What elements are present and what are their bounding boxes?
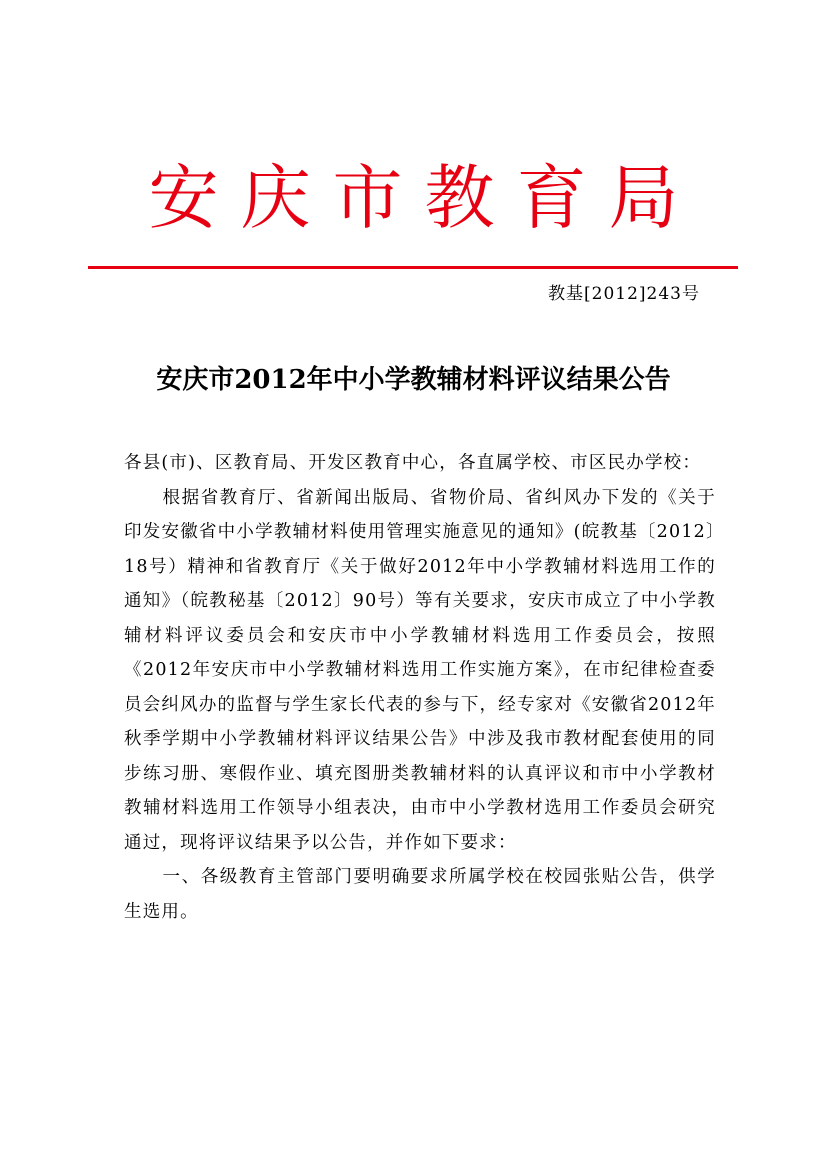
salutation: 各县(市)、区教育局、开发区教育中心，各直属学校、市区民办学校： — [124, 453, 702, 473]
paragraph-background: 根据省教育厅、省新闻出版局、省物价局、省纠风办下发的《关于印发安徽省中小学教辅材料使用管理实施意见的通知》(皖教基〔2012〕18号）精神和省教育厅《关于做好2012年中小学教辅材料选用工作的通知》（皖教秘基〔2012〕90号）等有关要求，安庆市成立了中小学教辅材料评议委员会和安庆市中小学教辅材料选用工作委员会，按照《2012年安庆市中小学教辅材料选用工作实施方案》，在市纪律检查委员会纠风办的监督与学生家长代表的参与下，经专家对《安徽省2012年秋季学期中小学教辅材料评议结果公告》中涉及我市教材配套使用的同步练习册、寒假作业、填充图册类教辅材料的认真评议和市中小学教材教辅材料选用工作领导小组表决，由市中小学教材选用工作委员会研究通过，现将评议结果予以公告，并作如下要求： — [124, 487, 716, 853]
document-title: 安庆市2012年中小学教辅材料评议结果公告 — [156, 365, 671, 395]
red-divider-line — [88, 266, 738, 269]
paragraph-requirement-1: 一、各级教育主管部门要明确要求所属学校在校园张贴公告，供学生选用。 — [124, 867, 716, 922]
document-body — [124, 446, 716, 929]
document-number: 教基[2012]243号 — [548, 284, 700, 304]
issuer-masthead: 安庆市教育局 — [148, 157, 701, 239]
